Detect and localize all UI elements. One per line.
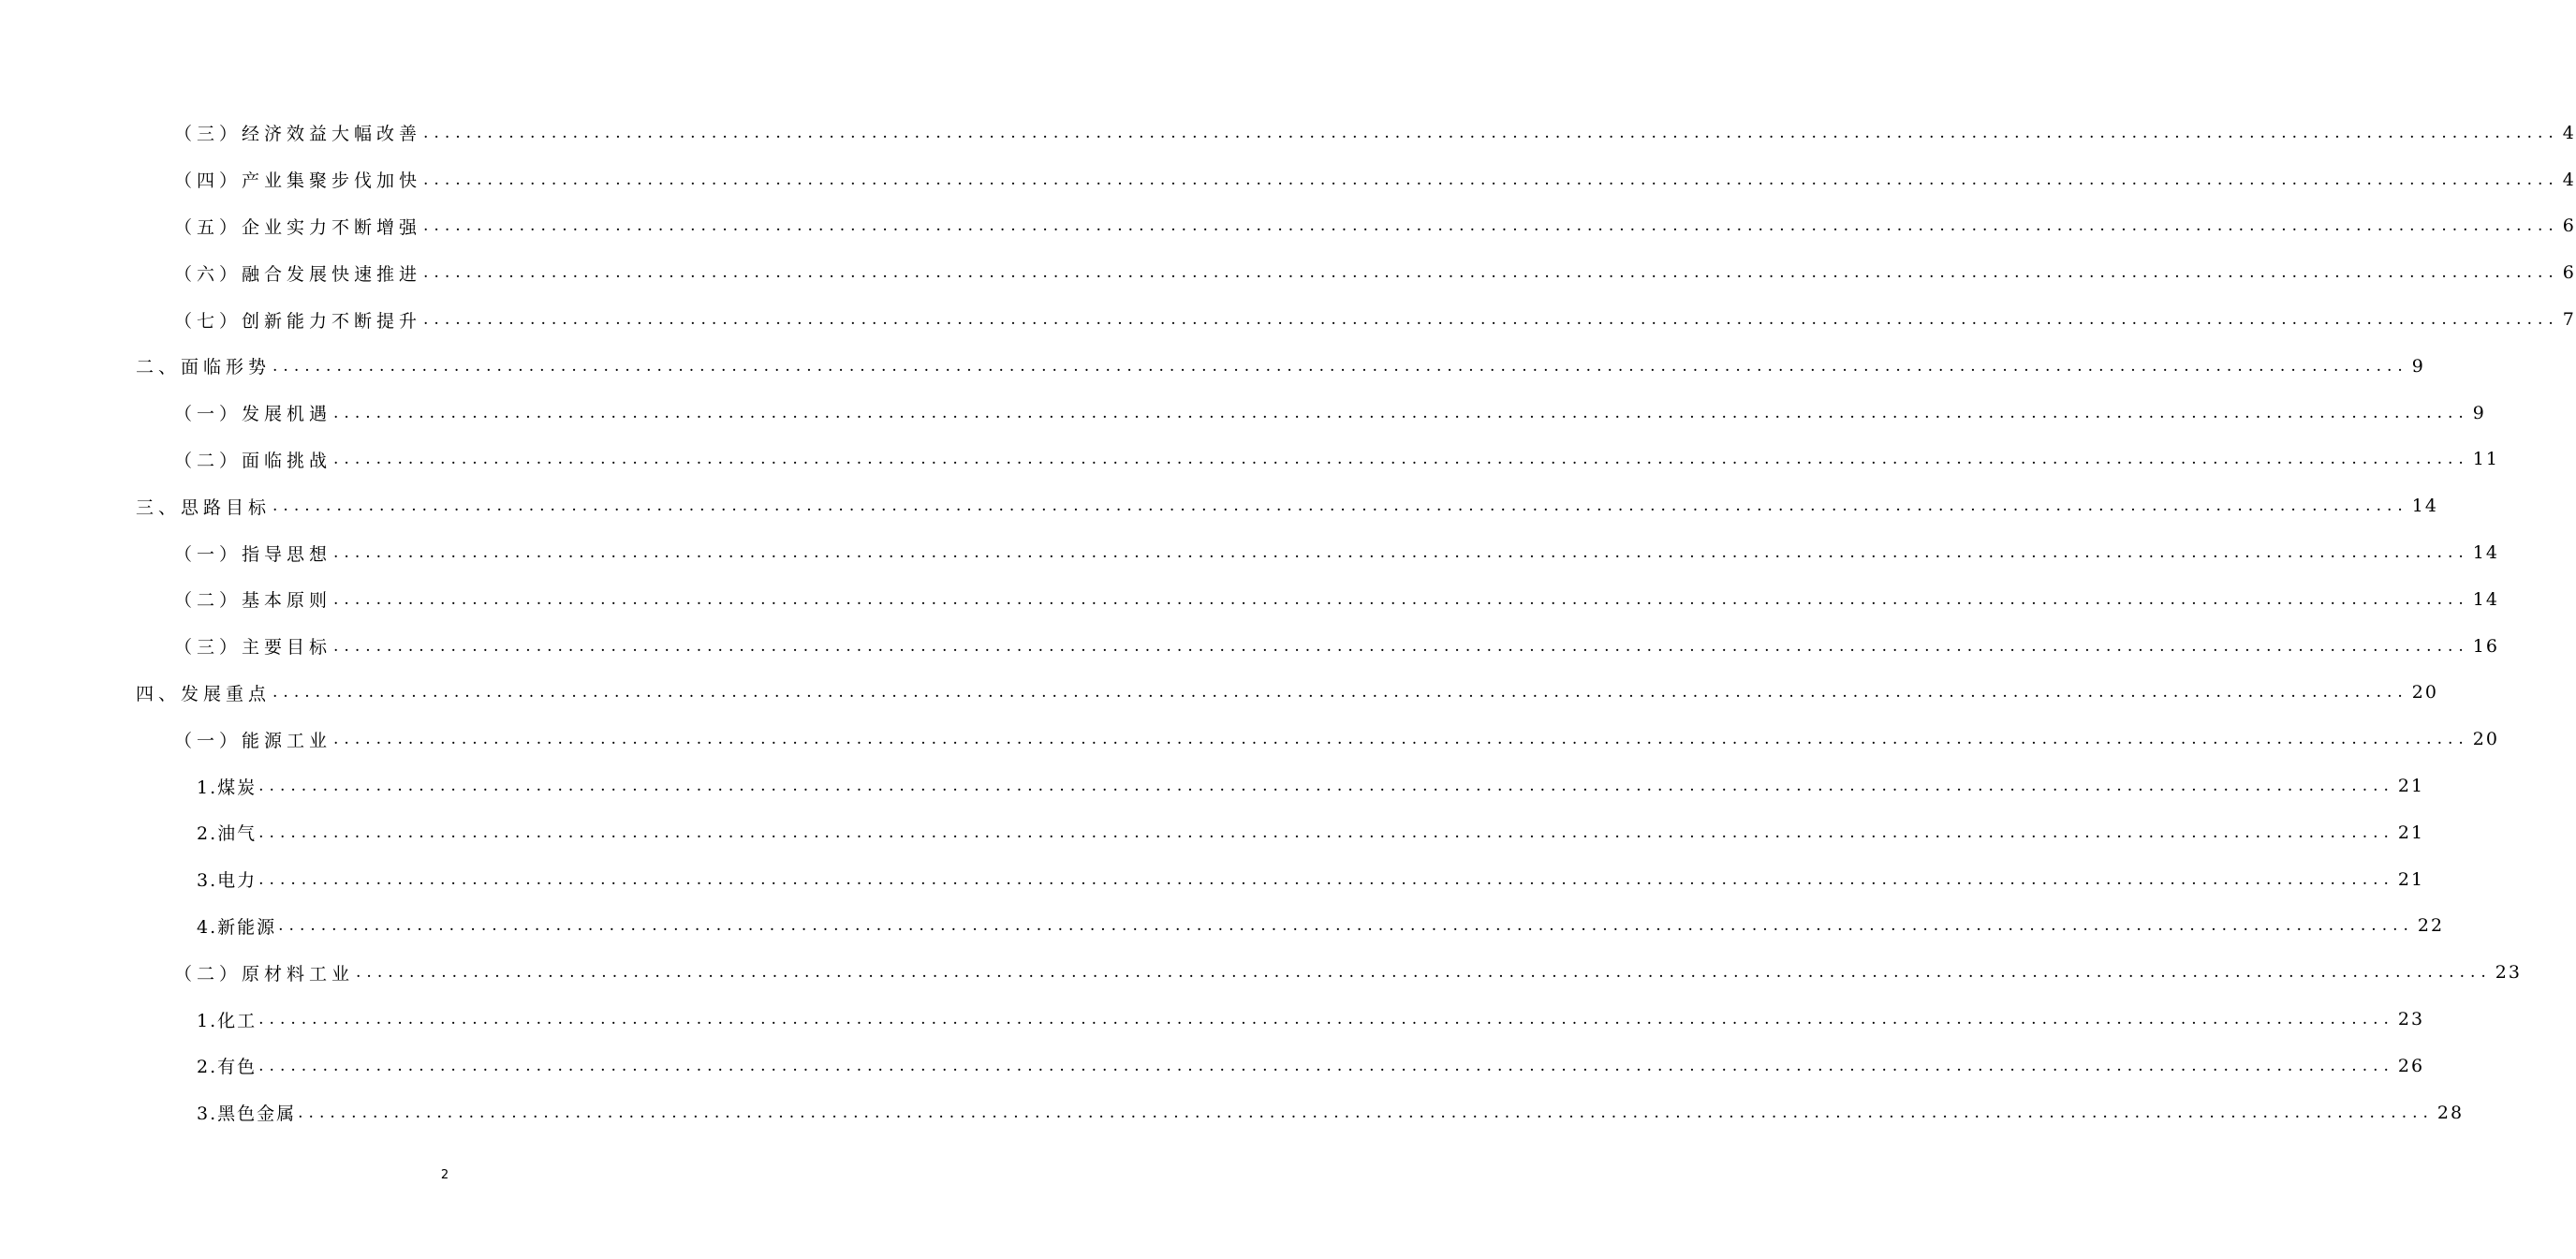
toc-entry-label: 4.新能源 xyxy=(197,916,277,938)
toc-entry-page: 4 xyxy=(2562,169,2576,190)
toc-leader-dots: ........................................................................................................................................................................................................ xyxy=(423,170,2559,189)
toc-entry[interactable] xyxy=(0,903,2445,950)
toc-entry-label: 1.煤炭 xyxy=(197,777,258,798)
toc-leader-dots: ........................................................................................................................................................................................................ xyxy=(258,869,2394,889)
toc-entry-label: （四）产业集聚步伐加快 xyxy=(174,170,422,192)
toc-entry-label: （七）创新能力不断提升 xyxy=(174,310,422,332)
toc-entry-lead xyxy=(136,353,2408,378)
toc-leader-dots: ........................................................................................................................................................................................................ xyxy=(278,916,2414,936)
toc-entry-page: 14 xyxy=(2411,496,2438,517)
toc-entry-lead xyxy=(174,167,2559,192)
toc-leader-dots: ........................................................................................................................................................................................................ xyxy=(333,403,2469,422)
toc-entry[interactable] xyxy=(0,296,2576,343)
toc-entry-page: 9 xyxy=(2472,402,2486,423)
toc-entry-page: 26 xyxy=(2397,1055,2425,1076)
toc-entry[interactable] xyxy=(0,949,2522,996)
toc-entry-lead xyxy=(174,960,2492,985)
toc-entry[interactable] xyxy=(0,249,2576,296)
toc-entry-lead xyxy=(197,1007,2394,1032)
toc-entry-label: （三）经济效益大幅改善 xyxy=(174,124,422,145)
toc-entry-page: 21 xyxy=(2397,868,2425,890)
toc-entry-page: 23 xyxy=(2397,1009,2425,1030)
toc-leader-dots: ........................................................................................................................................................................................................ xyxy=(333,543,2469,563)
toc-leader-dots: ........................................................................................................................................................................................................ xyxy=(423,310,2559,330)
toc-entry[interactable] xyxy=(0,576,2499,623)
toc-entry-lead xyxy=(197,1100,2434,1125)
toc-entry-page: 16 xyxy=(2472,635,2499,657)
toc-entry[interactable] xyxy=(0,996,2425,1043)
toc-entry-lead xyxy=(174,541,2469,566)
toc-entry-label: 三、思路目标 xyxy=(136,496,272,518)
toc-entry-label: 二、面临形势 xyxy=(136,357,272,378)
toc-entry-page: 6 xyxy=(2562,262,2576,284)
toc-entry-lead xyxy=(174,260,2559,286)
toc-leader-dots: ........................................................................................................................................................................................................ xyxy=(298,1103,2434,1122)
toc-entry-lead xyxy=(197,913,2414,939)
toc-entry-lead xyxy=(174,307,2559,333)
toc-entry-label: 2.油气 xyxy=(197,823,258,845)
toc-entry-lead xyxy=(174,727,2469,752)
toc-entry-lead xyxy=(174,447,2469,472)
toc-entry-lead xyxy=(136,494,2408,519)
toc-entry[interactable] xyxy=(0,856,2425,903)
toc-entry-label: （二）原材料工业 xyxy=(174,963,355,985)
toc-entry-lead xyxy=(197,820,2394,845)
toc-leader-dots: ........................................................................................................................................................................................................ xyxy=(272,356,2408,376)
toc-entry-label: （六）融合发展快速推进 xyxy=(174,263,422,285)
toc-leader-dots: ........................................................................................................................................................................................................ xyxy=(333,730,2469,749)
toc-entry[interactable] xyxy=(0,343,2425,390)
toc-entry-page: 14 xyxy=(2472,588,2499,610)
toc-entry[interactable] xyxy=(0,110,2576,156)
toc-entry-label: （一）能源工业 xyxy=(174,730,332,751)
toc-entry[interactable] xyxy=(0,203,2576,250)
toc-entry[interactable] xyxy=(0,529,2499,576)
toc-entry-page: 11 xyxy=(2472,449,2499,470)
toc-entry-page: 23 xyxy=(2495,962,2522,984)
toc-entry-label: 3.黑色金属 xyxy=(197,1103,297,1125)
toc-entry-label: 2.有色 xyxy=(197,1057,258,1078)
toc-entry[interactable] xyxy=(0,437,2499,483)
toc-entry-page: 6 xyxy=(2562,215,2576,237)
toc-entry-label: （二）基本原则 xyxy=(174,590,332,612)
toc-entry-label: （五）企业实力不断增强 xyxy=(174,216,422,238)
toc-entry-lead xyxy=(174,633,2469,659)
toc-leader-dots: ........................................................................................................................................................................................................ xyxy=(258,1010,2394,1029)
toc-entry-label: （一）指导思想 xyxy=(174,543,332,565)
toc-entry-page: 28 xyxy=(2436,1102,2465,1123)
toc-entry-lead xyxy=(174,586,2469,612)
toc-leader-dots: ........................................................................................................................................................................................................ xyxy=(258,822,2394,842)
toc-entry[interactable] xyxy=(0,809,2425,856)
toc-entry[interactable] xyxy=(0,1043,2425,1089)
toc-entry-page: 4 xyxy=(2562,122,2576,143)
toc-entry-page: 21 xyxy=(2397,822,2425,843)
toc-entry-label: （二）面临挑战 xyxy=(174,450,332,471)
toc-leader-dots: ........................................................................................................................................................................................................ xyxy=(272,683,2408,703)
toc-entry[interactable] xyxy=(0,670,2438,717)
toc-leader-dots: ........................................................................................................................................................................................................ xyxy=(356,963,2492,983)
toc-entry[interactable] xyxy=(0,482,2438,529)
toc-entry[interactable] xyxy=(0,623,2499,670)
toc-entry-label: （三）主要目标 xyxy=(174,637,332,659)
toc-entry-lead xyxy=(174,400,2469,425)
toc-entry[interactable] xyxy=(0,390,2486,437)
toc-entry-page: 20 xyxy=(2472,729,2499,750)
toc-entry[interactable] xyxy=(0,763,2425,809)
toc-leader-dots: ........................................................................................................................................................................................................ xyxy=(423,123,2559,142)
page-number: 2 xyxy=(440,1168,449,1182)
toc-entry[interactable] xyxy=(0,156,2576,203)
toc-leader-dots: ........................................................................................................................................................................................................ xyxy=(423,263,2559,283)
toc-leader-dots: ........................................................................................................................................................................................................ xyxy=(258,777,2394,796)
toc-entry-page: 9 xyxy=(2411,355,2425,377)
toc-entry-label: 1.化工 xyxy=(197,1010,258,1031)
toc-entry-page: 21 xyxy=(2397,776,2425,797)
toc-entry-lead xyxy=(197,1053,2394,1078)
toc-leader-dots: ........................................................................................................................................................................................................ xyxy=(272,496,2408,516)
toc-entry-lead xyxy=(174,120,2559,145)
toc-entry-page: 14 xyxy=(2472,542,2499,564)
toc-entry-label: 3.电力 xyxy=(197,870,258,892)
toc-entry-label: （一）发展机遇 xyxy=(174,404,332,425)
toc-entry-lead xyxy=(136,680,2408,705)
toc-leader-dots: ........................................................................................................................................................................................................ xyxy=(423,216,2559,236)
toc-leader-dots: ........................................................................................................................................................................................................ xyxy=(333,636,2469,656)
toc-leader-dots: ........................................................................................................................................................................................................ xyxy=(333,589,2469,609)
toc-leader-dots: ........................................................................................................................................................................................................ xyxy=(333,450,2469,469)
toc-entry-label: 四、发展重点 xyxy=(136,683,272,704)
toc-entry-page: 20 xyxy=(2411,682,2438,704)
toc-entry-lead xyxy=(174,214,2559,239)
table-of-contents xyxy=(0,110,2576,1136)
toc-leader-dots: ........................................................................................................................................................................................................ xyxy=(258,1056,2394,1075)
toc-entry-lead xyxy=(197,774,2394,799)
toc-entry-page: 22 xyxy=(2417,915,2445,937)
toc-entry[interactable] xyxy=(0,716,2499,763)
toc-entry-lead xyxy=(197,866,2394,892)
toc-entry-page: 7 xyxy=(2562,309,2576,331)
toc-entry[interactable] xyxy=(0,1089,2465,1136)
